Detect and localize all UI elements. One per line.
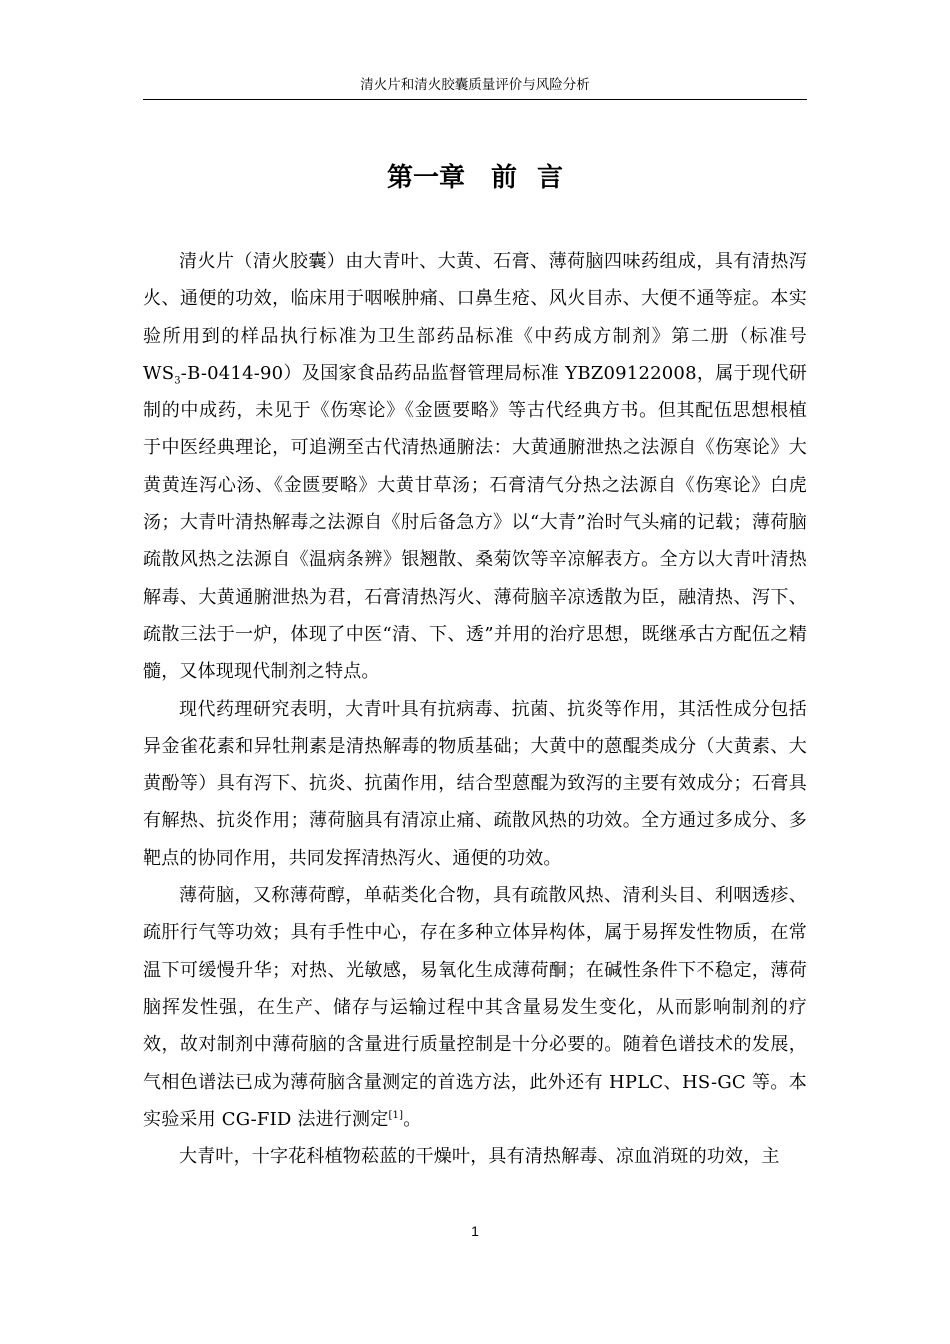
paragraph-1-text-a: 清火片（清火胶囊）由大青叶、大黄、石膏、薄荷脑四味药组成，具有清热泻火、通便的功效，临床用于咽喉肿痛、口鼻生疮、风火目赤、大便不通等症。本实验所用到的样品执行标准为卫生部药品标准《中药成方制剂》第二册（标准号 WS	[143, 251, 807, 384]
standard-number-subscript: 3	[174, 375, 181, 387]
paragraph-1-text-b: -B-0414-90）及国家食品药品监督管理局标准 YBZ09122008，属于现代研制的中成药，未见于《伤寒论》《金匮要略》等古代经典方书。但其配伍思想根植于中医经典理论，可追溯至古代清热通腑法：大黄通腑泄热之法源自《伤寒论》大黄黄连泻心汤、《金匮要略》大黄甘草汤；石膏清气分热之法源自《伤寒论》白虎汤；大青叶清热解毒之法源自《肘后备急方》以“大青”治时气头痛的记载；薄荷脑疏散风热之法源自《温病条辨》银翘散、桑菊饮等辛凉解表方。全方以大青叶清热解毒、大黄通腑泄热为君，石膏清热泻火、薄荷脑辛凉透散为臣，融清热、泻下、疏散三法于一炉，体现了中医“清、下、透”并用的治疗思想，既继承古方配伍之精髓，又体现现代制剂之特点。	[143, 362, 807, 683]
chapter-title	[143, 158, 807, 198]
paragraph-1	[143, 243, 807, 691]
chapter-title-part-2: 言	[537, 163, 564, 193]
page-number: 1	[471, 1223, 479, 1239]
paragraph-3-text-a: 薄荷脑，又称薄荷醇，单萜类化合物，具有疏散风热、清利头目、利咽透疹、疏肝行气等功效；具有手性中心，存在多种立体异构体，属于易挥发性物质，在常温下可缓慢升华；对热、光敏感，易氧化生成薄荷酮；在碱性条件下不稳定，薄荷脑挥发性强，在生产、储存与运输过程中其含量易发生变化，从而影响制剂的疗效，故对制剂中薄荷脑的含量进行质量控制是十分必要的。随着色谱技术的发展，气相色谱法已成为薄荷脑含量测定的首选方法，此外还有 HPLC、HS-GC 等。本实验采用 CG-FID 法进行测定	[143, 885, 807, 1130]
chapter-label: 第一章	[386, 163, 465, 193]
paragraph-4: 大青叶，十字花科植物菘蓝的干燥叶，具有清热解毒、凉血消斑的功效，主	[179, 1146, 780, 1168]
running-header: 清火片和清火胶囊质量评价与风险分析	[360, 77, 590, 93]
body-text	[143, 243, 807, 1175]
chapter-title-part-1: 前	[490, 163, 517, 193]
paragraph-2: 现代药理研究表明，大青叶具有抗病毒、抗菌、抗炎等作用，其活性成分包括异金雀花素和异牡荆素是清热解毒的物质基础；大黄中的蒽醌类成分（大黄素、大黄酚等）具有泻下、抗炎、抗菌作用，结合型蒽醌为致泻的主要有效成分；石膏具有解热、抗炎作用；薄荷脑具有清凉止痛、疏散风热的功效。全方通过多成分、多靶点的协同作用，共同发挥清热泻火、通便的功效。	[143, 698, 807, 869]
header-rule	[143, 99, 807, 100]
paragraph-3-text-b: 。	[403, 1108, 422, 1130]
citation-reference: [1]	[388, 1109, 404, 1121]
paragraph-3	[143, 877, 807, 1138]
